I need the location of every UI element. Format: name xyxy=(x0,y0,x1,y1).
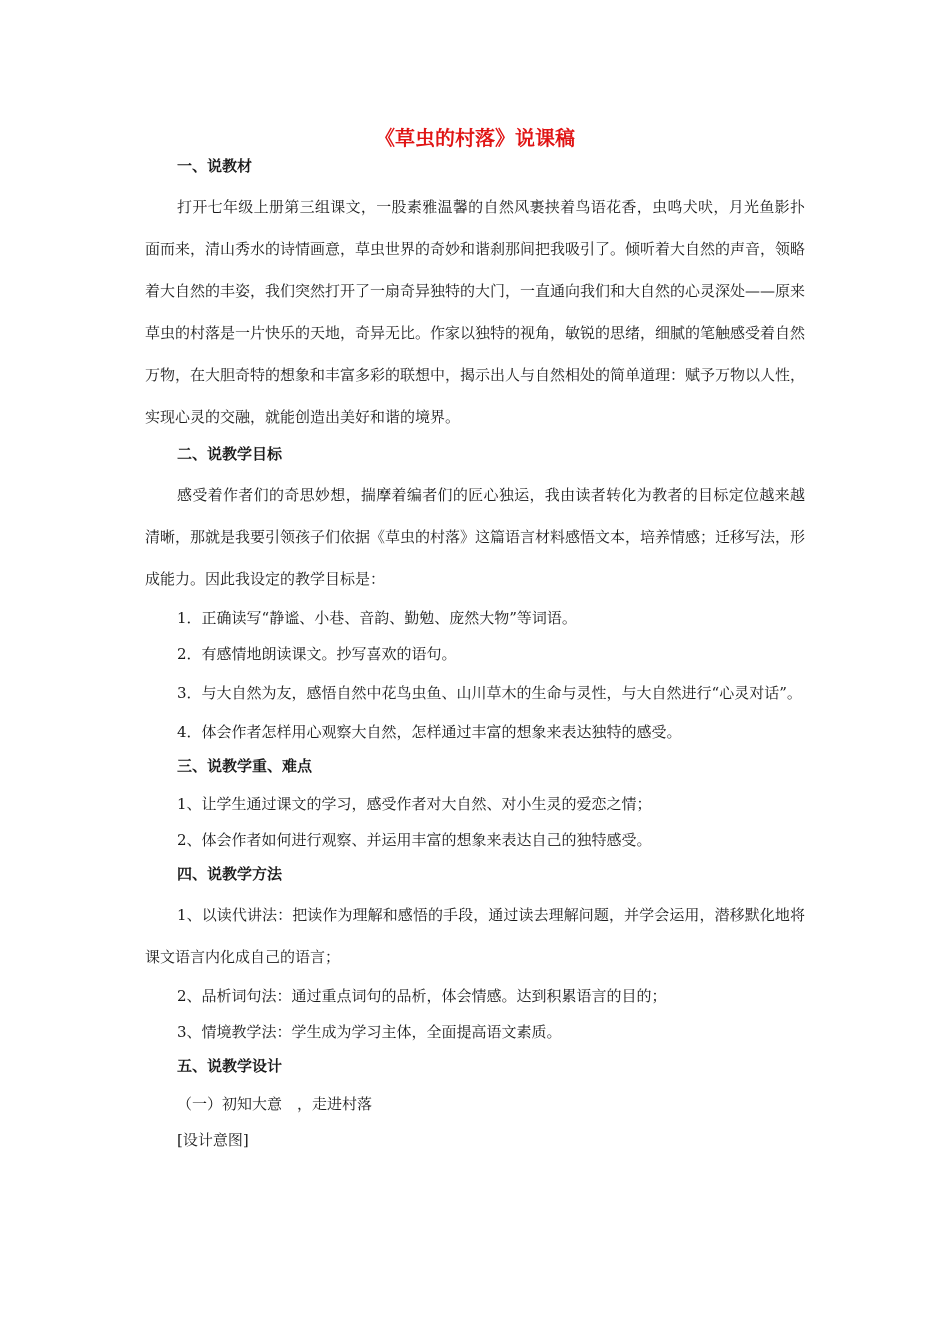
objective-item-3: 3．与大自然为友，感悟自然中花鸟虫鱼、山川草木的生命与灵性，与大自然进行“心灵对话”。 xyxy=(177,684,802,702)
section-heading-design: 五、说教学设计 xyxy=(177,1057,283,1075)
method-item-2: 2、品析词句法：通过重点词句的品析，体会情感。达到积累语言的目的； xyxy=(177,987,667,1005)
document-title: 《草虫的村落》说课稿 xyxy=(375,126,575,150)
section-heading-key-points: 三、说教学重、难点 xyxy=(177,757,313,775)
key-point-item-1: 1、让学生通过课文的学习，感受作者对大自然、对小生灵的爱恋之情； xyxy=(177,795,652,813)
section-heading-methods: 四、说教学方法 xyxy=(177,865,283,883)
objective-item-2: 2．有感情地朗读课文。抄写喜欢的语句。 xyxy=(177,645,457,663)
document-body xyxy=(145,150,805,1158)
section-heading-textbook: 一、说教材 xyxy=(177,157,253,175)
objective-item-4: 4．体会作者怎样用心观察大自然，怎样通过丰富的想象来表达独特的感受。 xyxy=(177,723,682,741)
objective-item-1: 1．正确读写“静谧、小巷、音韵、勤勉、庞然大物”等词语。 xyxy=(177,609,577,627)
design-subheading: （一）初知大意 ，走进村落 xyxy=(177,1095,373,1113)
key-point-item-2: 2、体会作者如何进行观察、并运用丰富的想象来表达自己的独特感受。 xyxy=(177,831,652,849)
design-intent-label: [设计意图] xyxy=(177,1131,249,1149)
section-paragraph-objectives: 感受着作者们的奇思妙想，揣摩着编者们的匠心独运，我由读者转化为教者的目标定位越来越清晰，那就是我要引领孩子们依据《草虫的村落》这篇语言材料感悟文本，培养情感；迁移写法，形成能力。因此我设定的教学目标是： xyxy=(145,486,806,588)
method-item-3: 3、情境教学法：学生成为学习主体，全面提高语文素质。 xyxy=(177,1023,562,1041)
section-heading-objectives: 二、说教学目标 xyxy=(177,445,283,463)
section-paragraph-textbook: 打开七年级上册第三组课文，一股素雅温馨的自然风裹挟着鸟语花香，虫鸣犬吠，月光鱼影扑面而来，清山秀水的诗情画意，草虫世界的奇妙和谐刹那间把我吸引了。倾听着大自然的声音，领略着大自然的丰姿，我们突然打开了一扇奇异独特的大门，一直通向我们和大自然的心灵深处——原来草虫的村落是一片快乐的天地，奇异无比。作家以独特的视角，敏锐的思绪，细腻的笔触感受着自然万物，在大胆奇特的想象和丰富多彩的联想中，揭示出人与自然相处的简单道理：赋予万物以人性，实现心灵的交融，就能创造出美好和谐的境界。 xyxy=(145,198,806,426)
method-item-1: 1、以读代讲法：把读作为理解和感悟的手段，通过读去理解问题，并学会运用，潜移默化地将课文语言内化成自己的语言； xyxy=(145,906,805,966)
